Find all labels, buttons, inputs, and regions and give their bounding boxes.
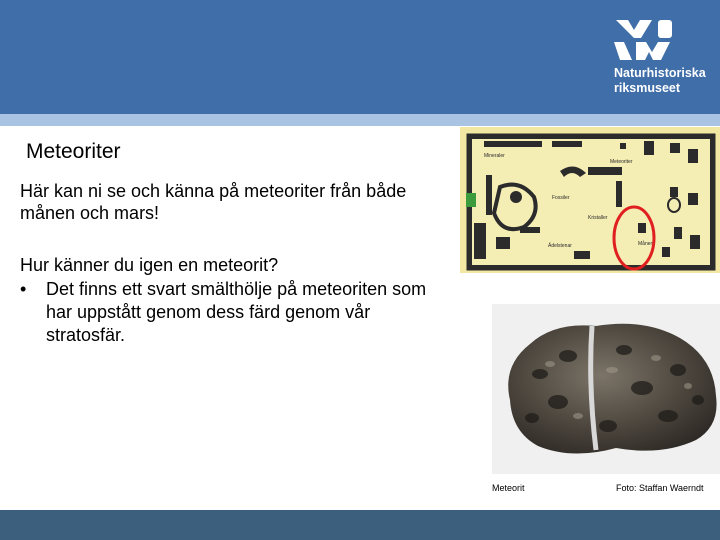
question-heading: Hur känner du igen en meteorit? (20, 255, 279, 275)
logo-line-1: Naturhistoriska (614, 66, 706, 80)
photo-credit: Foto: Staffan Waerndt (616, 483, 704, 493)
map-label: Månen (638, 241, 654, 247)
floor-plan-map (460, 127, 720, 273)
meteorite-photo (492, 304, 720, 474)
footer-bar (0, 510, 720, 540)
map-label: Meteoriter (610, 159, 633, 165)
museum-logo-text (614, 66, 706, 96)
bullet-text: Det finns ett svart smälthölje på meteoriten som har uppstått genom dess färd genom vår stratosfär. (46, 279, 427, 345)
photo-caption: Meteorit (492, 483, 525, 493)
header-stripe (0, 114, 720, 126)
map-label: Kristaller (588, 215, 608, 221)
intro-text: Här kan ni se och känna på meteoriter från både månen och mars! (20, 181, 407, 223)
map-label: Mineraler (484, 153, 505, 159)
photo-frame (492, 304, 720, 474)
museum-logo-icon (612, 18, 676, 62)
logo-line-2: riksmuseet (614, 81, 681, 95)
slide-title: Meteoriter (26, 140, 121, 163)
map-label: Fossiler (552, 195, 570, 201)
bullet-symbol: • (20, 279, 27, 299)
map-label: Ädelstenar (548, 243, 572, 249)
